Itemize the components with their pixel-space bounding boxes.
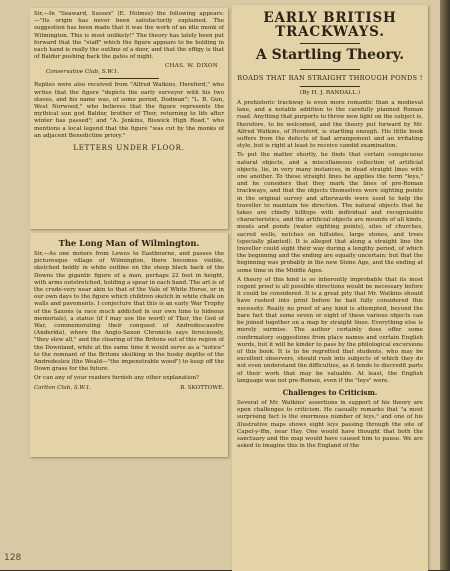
page-edge: [440, 0, 450, 570]
long-man-signature: [34, 385, 224, 392]
long-man-club: Carlton Club, S.W.1.: [34, 384, 92, 391]
divider: [99, 78, 159, 79]
trackways-paragraph-1: A prehistoric trackway is even more romantic than a medieval lane, and a notable addition to the carefully planned Roman road. Anything that purports to throw new light on the subject is, therefore, to be welcomed, and the theory put forward by Mr. Alfred Watkins, of Hereford, is startling enough. His little book suffers from the defects of bad arrangement and an irritating style, but is right at least to receive candid examination.: [237, 100, 424, 150]
divider: [300, 69, 360, 70]
divider: [300, 86, 360, 87]
page-number: 128: [4, 553, 22, 563]
clipping-long-man: [30, 233, 228, 457]
cut-off-heading: LETTERS UNDER FLOOR.: [73, 144, 185, 153]
clipping-letters: [30, 8, 228, 229]
trackways-subhead: A Startling Theory.: [255, 47, 405, 63]
long-man-closing: Or can any of your readers furnish any other explanation?: [34, 375, 200, 382]
trackways-paragraph-2: To put the matter shortly, he finds that certain conspicuous natural objects, and a miscellaneous collection of artificial objects, lie, in very many instances, in dead straight lines with one another. To these straight lines he applies the term "leys," and he considers that they mark the lines of pre-Roman trackways, and that the objects themselves were sighting points in the original survey and afterwards were used to help the traveller to maintain his direction. The natural objects that he takes are chiefly hilltops with individual and recognisable characteristics, and the artificial objects are mounds of all kinds, moats and ponds (water sighting points), sites of churches, sacred wells, notches on hillsides, large stones, and trees (specially planted). It is alleged that along a straight line the traveller could sight their way during a lengthy period, of which the beginning and the ending are equally uncertain; but that the beginning was probably in the new Stone Age, and the ending at some time in the Middle Ages.: [237, 152, 423, 274]
long-man-title: The Long Man of Wilmington.: [58, 238, 200, 248]
trackways-section-heading: Challenges to Criticism.: [282, 387, 378, 397]
trackways-byline: (By H. J. RANDALL.): [299, 90, 361, 96]
trackways-paragraph-3: A theory of this kind is so inherently improbable that its most cogent proof is all possible directions would be necessary before it could be considered. It is a great pity that Mr. Watkins should have rushed into print before he had fully considered this necessity. Really no proof of any kind is attempted, beyond the bare fact that some seven or eight of these various objects can be joined together on a map by straight lines. Everything else is merely surmise. The author certainly does offer some confirmatory suggestions from place names and certain English words, but it will be kinder to pass by the philological excursions of this book. It is to be regretted that students, who may be excellent observers, should rush into subjects of which they do not even understand the difficulties, as it tends to discredit parts of their work that may be valuable. At least, the English language was not pre-Roman, even if the "leys" were.: [237, 276, 423, 384]
divider: [300, 43, 360, 44]
clipping-trackways: [232, 5, 428, 571]
trackways-deck: ROADS THAT RAN STRAIGHT THROUGH PONDS !: [237, 74, 423, 82]
replies-paragraph: Replies were also received from "Alfred Watkins, Hereford," who writes that the figure "depicts the early surveyor with his two staves, and his name was, of some period, Dodman"; "L. B. Gun, West Norwood," who believes that the figure represents the mythical sun god Baldur, brother of Thor, returning to life after winter has passed"; and "A. Jenkins, Biswick High Road," who mentions a local legend that the figure "was cut by the monks of an adjacent Benedictine priory.": [34, 82, 224, 139]
trackways-headline: EARLY BRITISH TRACKWAYS.: [263, 10, 397, 40]
letter-signature-name: CHAS. W. DIXON: [165, 63, 218, 70]
letter-signature-club: Conservative Club, S.W.1.: [46, 69, 119, 76]
long-man-signer: B. SKOTTOWE.: [180, 384, 224, 391]
long-man-body: Sir,—As one motors from Lewes to Eastbourne, and passes the picturesque village of Wilmington, there becomes visible, sketched boldly in white outline on the steep black back of the Downs the gigantic figure of a man, perhaps 22 feet in height, with arms outstretched, holding a spear in each hand. The art is of the crude-very near akin to that of the Vale of White Horse, or in our own days to the figure which children sketch in white chalk on walls and pavements. I conjecture that this is an early War Trophy of the Saxons (a race much addicted in our own time to hideous memorials), a statue (if I may use the word) of Thor, the God of War, commemorating their conquest of Andredescaestre (Anderida), where the Anglo-Saxon Chronicle says ferociously, "they slew all," and the clearing of the Britons out of this region of the Downland, while at the same time it would serve as a "notice" to the remnant of the Britons skulking in the bosky depths of the Andredesleu (the Weald—"the impenetrable wood") to keep off the Down grass for the future.: [34, 251, 225, 373]
trackways-paragraph-4: Several of Mr. Watkins' assertions in support of his theory are open challenges to criticism. He casually remarks that "a most surprising fact is the enormous number of leys," and one of his illustrative maps shows eight leys passing through the site of Capel-y-ffin, near Hay. One would have thought that both the sanctuary and the map would have caused him to pause. We are asked to imagine this in the England of the: [237, 399, 423, 450]
letter-seaward-text: Sir,—In "Seaward, Sussex" (E. Holmes) the following appears:—"Its origin has never been satisfactorily explained. The suggestion has been made that it was the work of an idle monk of Wilmington. This is most unlikely!" The theory has lately been put forward that the "staff" which the figure appears to be holding in each hand is really the outline of a door, and that the effigy is that of Baldur pushing back the gates of night.: [34, 11, 224, 61]
